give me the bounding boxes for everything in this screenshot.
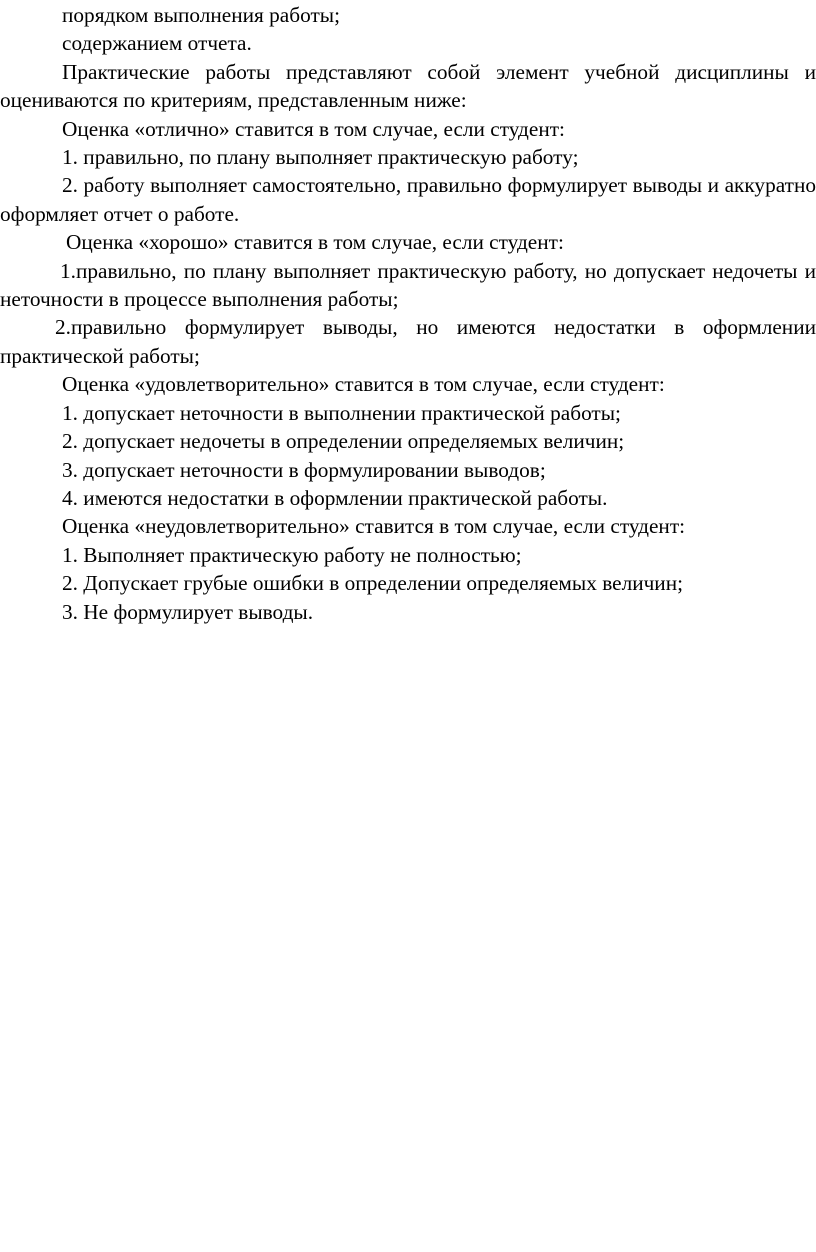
paragraph-good-item-1: 1.правильно, по плану выполняет практическую работу, но допускает недочеты и неточности в процессе выполнения работы; bbox=[0, 258, 816, 312]
paragraph-grade-excellent-heading: Оценка «отлично» ставится в том случае, если студент: bbox=[62, 116, 565, 141]
paragraph-excellent-item-1: 1. правильно, по плану выполняет практическую работу; bbox=[62, 145, 579, 170]
paragraph-unsatisfactory-item-1: 1. Выполняет практическую работу не полностью; bbox=[62, 542, 522, 567]
paragraph-unsatisfactory-item-2: 2. Допускает грубые ошибки в определении определяемых величин; bbox=[62, 571, 684, 596]
document-body bbox=[0, 1, 816, 626]
paragraph-excellent-item-2: 2. работу выполняет самостоятельно, правильно формулирует выводы и аккуратно оформляет отчет о работе. bbox=[0, 173, 816, 226]
paragraph-procedure: порядком выполнения работы; bbox=[62, 3, 340, 27]
paragraph-unsatisfactory-item-3: 3. Не формулирует выводы. bbox=[62, 599, 314, 624]
paragraph-satisfactory-item-3: 3. допускает неточности в формулировании выводов; bbox=[62, 457, 546, 482]
paragraph-satisfactory-item-2: 2. допускает недочеты в определении определяемых величин; bbox=[62, 429, 625, 454]
paragraph-grade-unsatisfactory-heading: Оценка «неудовлетворительно» ставится в том случае, если студент: bbox=[62, 514, 686, 539]
paragraph-good-item-2: 2.правильно формулирует выводы, но имеются недостатки в оформлении практической работы; bbox=[0, 315, 816, 368]
paragraph-grade-good-heading: Оценка «хорошо» ставится в том случае, если студент: bbox=[66, 230, 564, 255]
paragraph-grade-satisfactory-heading: Оценка «удовлетворительно» ставится в том случае, если студент: bbox=[62, 372, 665, 397]
paragraph-report-content: содержанием отчета. bbox=[62, 31, 252, 56]
paragraph-satisfactory-item-1: 1. допускает неточности в выполнении практической работы; bbox=[62, 400, 621, 425]
paragraph-practical-works-intro: Практические работы представляют собой элемент учебной дисциплины и оцениваются по критериям, представленным ниже: bbox=[0, 59, 816, 113]
paragraph-satisfactory-item-4: 4. имеются недостатки в оформлении практической работы. bbox=[62, 485, 608, 510]
